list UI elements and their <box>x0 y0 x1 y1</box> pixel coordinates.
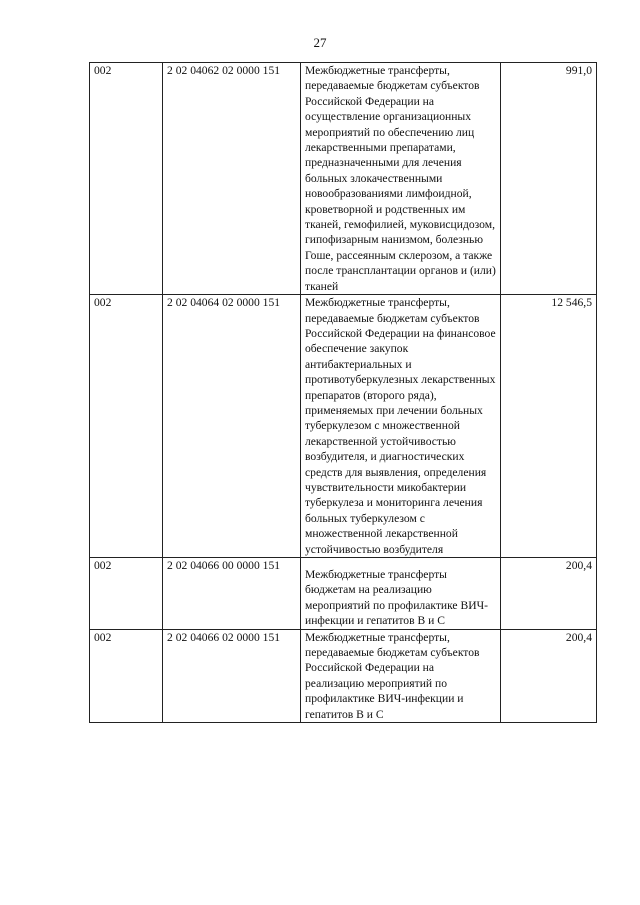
description-cell: Межбюджетные трансферты, передаваемые бюджетам субъектов Российской Федерации на осуществление организационных мероприятий по обеспечению лиц лекарственными препаратами, предназначенными для лечения больных злокачественными новообразованиями лимфоидной, кроветворной и родственных им тканей, гемофилией, муковисцидозом, гипофизарным нанизмом, болезнью Гоше, рассеянным склерозом, а также после трансплантации органов и (или) тканей <box>301 63 501 295</box>
table-row <box>90 295 597 558</box>
page-number: 27 <box>313 35 327 50</box>
description-cell: Межбюджетные трансферты, передаваемые бюджетам субъектов Российской Федерации на реализацию мероприятий по профилактике ВИЧ-инфекции и гепатитов В и С <box>301 629 501 722</box>
admin-code-cell: 002 <box>90 63 163 295</box>
admin-code-cell: 002 <box>90 629 163 722</box>
admin-code-cell: 002 <box>90 558 163 630</box>
budget-code-cell: 2 02 04062 02 0000 151 <box>163 63 301 295</box>
table-row <box>90 63 597 295</box>
amount-cell: 12 546,5 <box>501 295 597 558</box>
amount-cell: 200,4 <box>501 629 597 722</box>
amount-cell: 991,0 <box>501 63 597 295</box>
budget-code-cell: 2 02 04066 02 0000 151 <box>163 629 301 722</box>
budget-table <box>89 62 597 723</box>
description-cell: Межбюджетные трансферты, передаваемые бюджетам субъектов Российской Федерации на финансовое обеспечение закупок антибактериальных и противотуберкулезных лекарственных препаратов (второго ряда), применяемых при лечении больных туберкулезом с множественной лекарственной устойчивостью возбудителя, и диагностических средств для выявления, определения чувствительности микобактерии туберкулеза и мониторинга лечения больных туберкулезом с множественной лекарственной устойчивостью возбудителя <box>301 295 501 558</box>
budget-code-cell: 2 02 04064 02 0000 151 <box>163 295 301 558</box>
admin-code-cell: 002 <box>90 295 163 558</box>
table-row <box>90 629 597 722</box>
amount-cell: 200,4 <box>501 558 597 630</box>
description-cell: Межбюджетные трансферты бюджетам на реализацию мероприятий по профилактике ВИЧ-инфекции и гепатитов В и С <box>301 558 501 630</box>
budget-code-cell: 2 02 04066 00 0000 151 <box>163 558 301 630</box>
table-row <box>90 558 597 630</box>
